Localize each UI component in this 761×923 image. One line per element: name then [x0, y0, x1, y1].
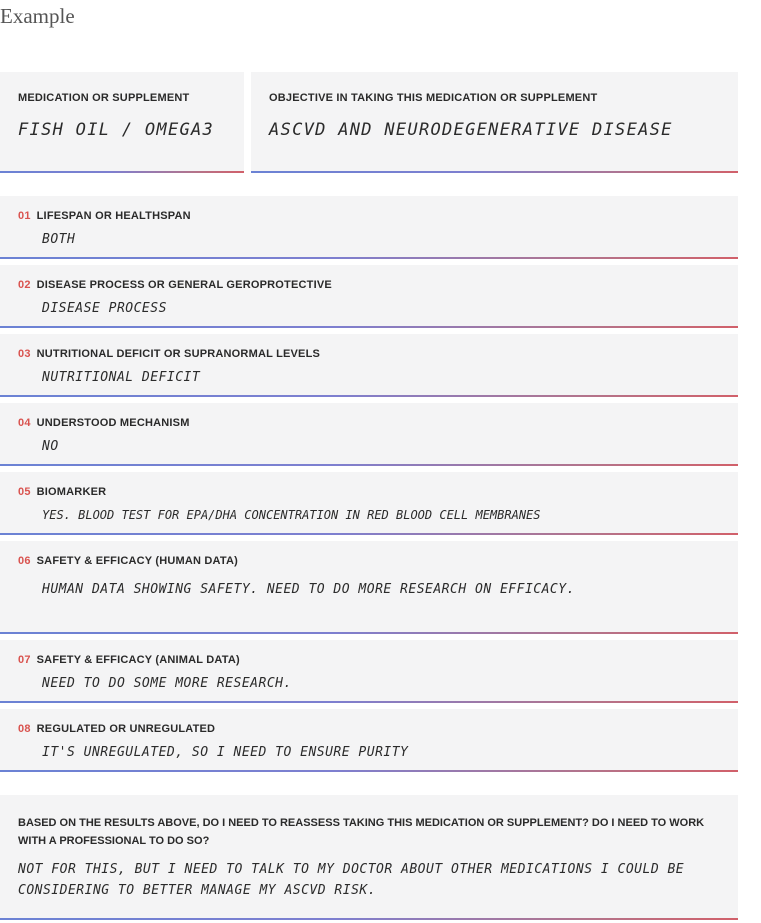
question-text: LIFESPAN OR HEALTHSPAN [36, 210, 191, 222]
question-row-07[interactable] [0, 640, 738, 702]
question-label [18, 348, 320, 360]
question-answer: IT'S UNREGULATED, SO I NEED TO ENSURE PURITY [42, 745, 409, 760]
medication-value: FISH OIL / OMEGA3 [18, 120, 215, 140]
question-answer: BOTH [42, 232, 76, 247]
final-question-text: BASED ON THE RESULTS ABOVE, DO I NEED TO REASSESS TAKING THIS MEDICATION OR SUPPLEMENT? DO I NEED TO WORK WITH A PROFESSIONAL TO DO SO? [18, 817, 705, 847]
question-answer: NO [42, 439, 59, 454]
question-row-02[interactable] [0, 265, 738, 327]
final-answer: NOT FOR THIS, BUT I NEED TO TALK TO MY DOCTOR ABOUT OTHER MEDICATIONS I COULD BE CONSIDERING TO BETTER MANAGE MY ASCVD RISK. [18, 862, 685, 898]
question-text: SAFETY & EFFICACY (HUMAN DATA) [36, 555, 238, 567]
question-text: NUTRITIONAL DEFICIT OR SUPRANORMAL LEVELS [36, 348, 321, 360]
medication-box[interactable] [0, 72, 244, 172]
question-label [18, 723, 215, 735]
question-row-04[interactable] [0, 403, 738, 465]
question-number: 05 [18, 486, 31, 498]
question-text: SAFETY & EFFICACY (ANIMAL DATA) [36, 654, 240, 666]
question-number: 03 [18, 348, 31, 360]
question-number: 06 [18, 555, 31, 567]
question-label [18, 654, 240, 666]
question-number: 07 [18, 654, 31, 666]
question-label [18, 210, 191, 222]
page-heading: Example [0, 4, 75, 28]
objective-box[interactable] [251, 72, 738, 172]
question-answer: YES. BLOOD TEST FOR EPA/DHA CONCENTRATION IN RED BLOOD CELL MEMBRANES [42, 508, 541, 522]
question-text: BIOMARKER [36, 486, 107, 498]
question-text: UNDERSTOOD MECHANISM [36, 417, 190, 429]
question-row-03[interactable] [0, 334, 738, 396]
final-question-box[interactable] [0, 795, 738, 919]
question-row-06[interactable] [0, 541, 738, 633]
question-label [18, 279, 332, 291]
question-text: REGULATED OR UNREGULATED [36, 723, 216, 735]
objective-label: OBJECTIVE IN TAKING THIS MEDICATION OR SUPPLEMENT [269, 92, 598, 104]
question-number: 08 [18, 723, 31, 735]
medication-label: MEDICATION OR SUPPLEMENT [18, 92, 190, 104]
question-number: 04 [18, 417, 31, 429]
question-label [18, 486, 106, 498]
objective-value: ASCVD AND NEURODEGENERATIVE DISEASE [269, 120, 673, 140]
question-answer: NUTRITIONAL DEFICIT [42, 370, 201, 385]
question-label [18, 555, 238, 567]
question-answer: HUMAN DATA SHOWING SAFETY. NEED TO DO MORE RESEARCH ON EFFICACY. [42, 582, 575, 597]
question-number: 02 [18, 279, 31, 291]
question-row-01[interactable] [0, 196, 738, 258]
question-label [18, 417, 190, 429]
question-row-05[interactable] [0, 472, 738, 534]
question-text: DISEASE PROCESS OR GENERAL GEROPROTECTIVE [36, 279, 332, 291]
question-answer: NEED TO DO SOME MORE RESEARCH. [42, 676, 292, 691]
question-row-08[interactable] [0, 709, 738, 771]
question-number: 01 [18, 210, 31, 222]
question-answer: DISEASE PROCESS [42, 301, 167, 316]
